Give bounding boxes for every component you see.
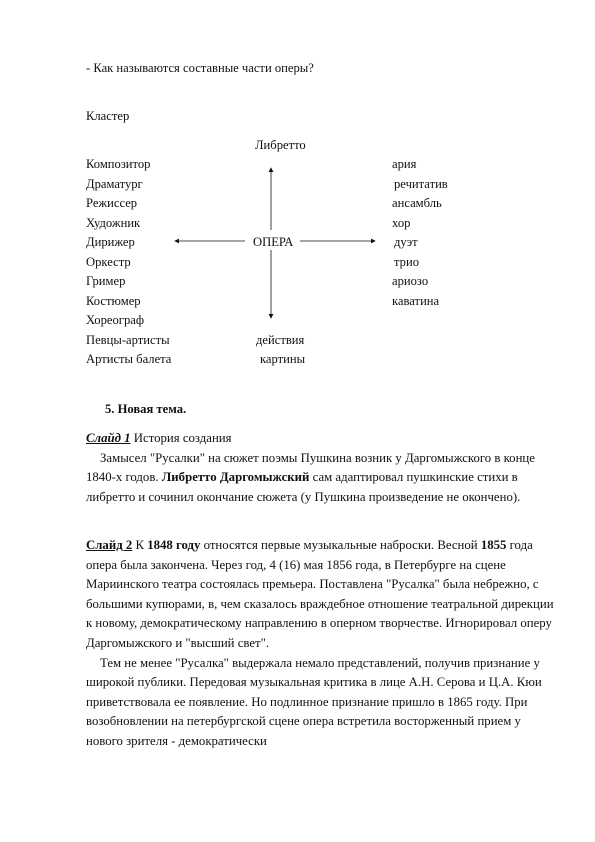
slide1-label: Слайд 1	[86, 431, 131, 445]
bottom-item: картины	[260, 352, 306, 366]
slide1-title: История создания	[130, 431, 232, 445]
slide1-text-a: Замысел "Русалки" на сюжет поэмы Пушкина возник у Даргомыжского в конце 1840-х годов.	[86, 450, 535, 485]
section-heading: 5. Новая тема.	[105, 402, 187, 416]
left-item: Драматург	[86, 176, 143, 191]
left-item: Дирижер	[86, 235, 135, 249]
right-item: речитатив	[394, 176, 448, 191]
left-item: Певцы-артисты	[86, 332, 170, 347]
diagram-center-opera: ОПЕРА	[253, 235, 294, 249]
slide2-t1: К	[132, 538, 148, 552]
left-item: Художник	[86, 215, 141, 230]
question-line: - Как называются составные части оперы?	[86, 61, 314, 75]
slide2-t2: относятся первые музыкальные наброски. Весной	[200, 538, 481, 552]
bottom-item: действия	[256, 332, 305, 347]
right-item: хор	[392, 215, 411, 230]
cluster-title: Кластер	[86, 109, 130, 123]
left-item: Гример	[86, 274, 126, 288]
slide2-b1: 1848 году	[147, 538, 201, 552]
diagram-top-libretto: Либретто	[255, 138, 306, 152]
slide1-block	[86, 429, 558, 507]
left-item: Режиссер	[86, 196, 138, 210]
slide1-text-b: сам адаптировал пушкинские стихи в либретто и сочинил окончание сюжета (у Пушкина произведение не окончено).	[86, 470, 521, 504]
left-item: Артисты балета	[86, 352, 172, 366]
left-item: Костюмер	[86, 293, 141, 308]
slide2-b2: 1855	[480, 538, 507, 552]
left-item: Композитор	[86, 157, 151, 171]
left-item: Оркестр	[86, 254, 131, 269]
right-item: каватина	[392, 293, 440, 308]
slide2-paragraph-2: Тем не менее "Русалка" выдержала немало представлений, получив признание у широкой публики. Передовая музыкальная критика в лице А.Н. Серова и Ц.А. Кюи приветствовала ее появление. Но подлинное признание пришло в 1865 году. При возобновлении на петербургской сцене опера встретила восторженный прием у нового зрителя - демократически	[86, 655, 542, 748]
right-item: ария	[392, 157, 417, 171]
right-item: ансамбль	[392, 196, 442, 210]
slide2-label: Слайд 2	[86, 538, 133, 552]
slide1-text-bold: Либретто Даргомыжский	[161, 470, 310, 485]
right-item: дуэт	[394, 235, 418, 249]
right-item: трио	[394, 254, 419, 269]
left-item: Хореограф	[86, 313, 144, 327]
slide2-t3: года опера была закончена. Через год, 4 (16) мая 1856 года, в Петербурге на сцене Мариинского театра состоялась премьера. Поставлена "Русалка" была небрежно, с большими купюрами, в, чем сказалось враждебное отношение театральной дирекции к новому, демократическому направлению в оперном творчестве. Игнорировал оперу Даргомыжского и "высший свет".	[86, 538, 554, 650]
right-item: ариозо	[392, 274, 429, 288]
slide2-block	[86, 536, 558, 752]
